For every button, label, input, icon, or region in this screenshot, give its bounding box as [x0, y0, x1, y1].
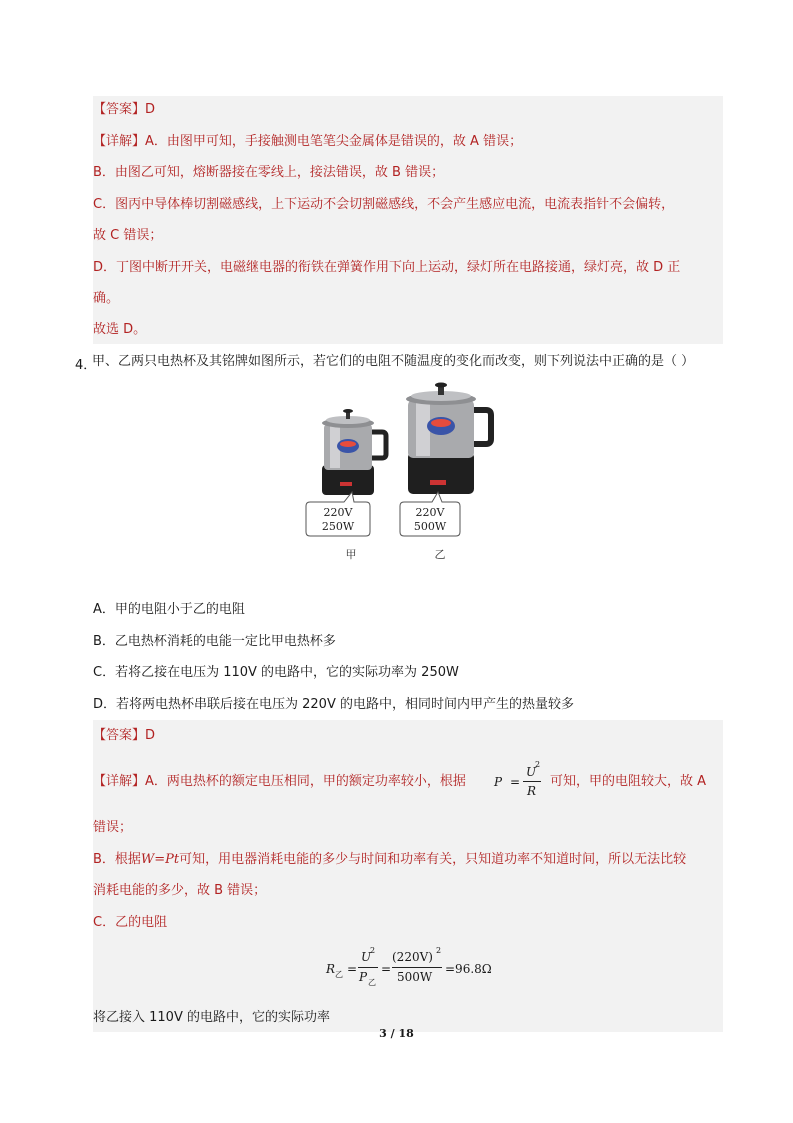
calc-num2-sup: 2	[436, 946, 442, 955]
detail-text: A．两电热杯的额定电压相同，甲的额定功率较小，根据	[145, 774, 466, 789]
formula-sup: 2	[535, 760, 541, 769]
formula-bar	[523, 781, 541, 782]
calc-den1: P	[359, 970, 368, 984]
detail-line-c: C．图丙中导体棒切割磁感线，上下运动不会切割磁感线，不会产生感应电流，电流表指针不会偏转，	[93, 197, 675, 212]
detail-line-b: B．由图乙可知，熔断器接在零线上，接法错误，故 B 错误；	[93, 165, 445, 180]
detail-line-a2: 错误；	[93, 820, 133, 835]
jia-power: 250W	[321, 520, 355, 533]
option-a: A．甲的电阻小于乙的电阻	[93, 602, 245, 617]
calc-lhs-sub: 乙	[335, 970, 343, 979]
answer-line-4	[93, 728, 155, 744]
option-c: C．若将乙接在电压为 110V 的电路中，它的实际功率为 250W	[93, 665, 459, 680]
answer-tag: 【答案】	[93, 728, 146, 743]
detail-line-d-cont: 确。	[93, 291, 120, 306]
calc-den2: 500W	[397, 970, 433, 984]
formula-num: U	[526, 765, 537, 779]
yi-power: 500W	[413, 520, 447, 533]
detail-line-d: D．丁图中断开开关，电磁继电器的衔铁在弹簧作用下向上运动，绿灯所在电路接通，绿灯亮，故 D 正	[93, 260, 681, 275]
detail-line-a1b: 可知，甲的电阻较大，故 A	[550, 774, 707, 789]
formula-wpt: W=Pt	[140, 852, 180, 867]
calc-num1: U	[361, 950, 372, 964]
calc-result: =96.8Ω	[445, 962, 492, 976]
conclusion-line: 故选 D。	[93, 322, 147, 337]
yi-voltage: 220V	[415, 506, 445, 519]
power-formula	[492, 760, 548, 804]
jia-voltage: 220V	[323, 506, 353, 519]
detail-line-c1: C．乙的电阻	[93, 915, 168, 930]
kettle-jia-image	[322, 409, 386, 495]
question-stem: 甲、乙两只电热杯及其铭牌如图所示，若它们的电阻不随温度的变化而改变，则下列说法中正确的是（ ）	[92, 354, 695, 369]
answer-value: D	[145, 728, 156, 743]
detail-text: B．根据	[93, 852, 141, 867]
formula-p: P	[494, 775, 503, 789]
detail-tag: 【详解】	[93, 134, 146, 149]
jia-caption: 甲	[345, 548, 357, 561]
detail-line-b2: 消耗电能的多少，故 B 错误；	[93, 883, 267, 898]
calc-num2: (220V)	[392, 950, 433, 964]
calc-bar-1	[358, 967, 378, 968]
detail-tag: 【详解】	[93, 774, 146, 789]
resistance-calc	[326, 946, 492, 992]
calc-eq-1: =	[347, 962, 358, 976]
question-number: 4．	[75, 358, 97, 373]
answer-value: D	[145, 102, 156, 117]
calc-den1-sub: 乙	[368, 978, 376, 987]
option-b: B．乙电热杯消耗的电能一定比甲电热杯多	[93, 634, 336, 649]
yi-caption: 乙	[434, 548, 446, 561]
detail-line-a	[93, 134, 522, 150]
kettles-figure	[300, 380, 500, 570]
calc-num1-sup: 2	[370, 946, 376, 955]
page-number: 3 / 18	[379, 1027, 414, 1040]
detail-line-c2: 将乙接入 110V 的电路中，它的实际功率	[93, 1010, 330, 1025]
detail-text: A．由图甲可知，手接触测电笔笔尖金属体是错误的，故 A 错误；	[145, 134, 523, 149]
answer-line	[93, 102, 155, 118]
detail-line-c-cont: 故 C 错误；	[93, 228, 163, 243]
kettle-yi-image	[406, 383, 491, 495]
formula-den: R	[527, 784, 537, 798]
formula-eq: =	[510, 775, 521, 789]
option-d: D．若将两电热杯串联后接在电压为 220V 的电路中，相同时间内甲产生的热量较多	[93, 697, 574, 712]
answer-tag: 【答案】	[93, 102, 146, 117]
calc-eq-2: =	[381, 962, 392, 976]
detail-line-b1	[93, 852, 686, 868]
detail-text: 可知，用电器消耗电能的多少与时间和功率有关，只知道功率不知道时间，所以无法比较	[179, 852, 687, 867]
calc-bar-2	[392, 967, 442, 968]
detail-line-a1	[93, 774, 466, 790]
calc-lhs: R	[326, 962, 336, 976]
